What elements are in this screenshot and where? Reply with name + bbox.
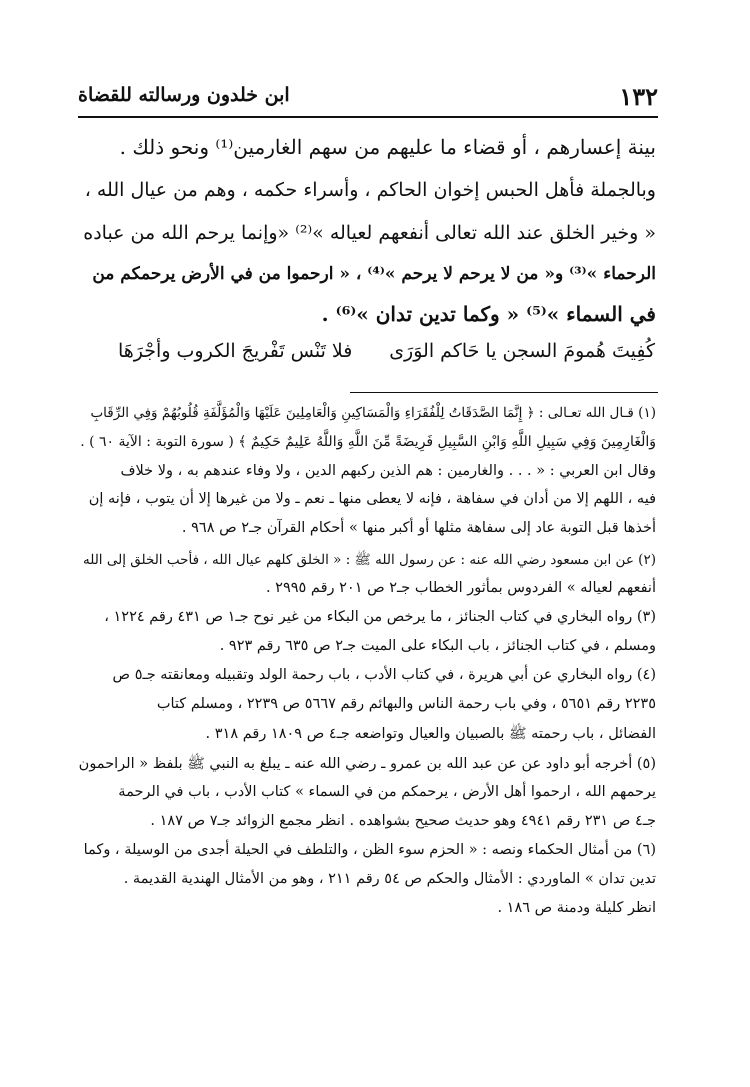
footnote-1-line-5: أخذها قبل التوبة عاد إلى سفاهة مثلها أو أكبر منها » أحكام القرآن جـ٢ ص ٩٦٨ . [181, 520, 656, 536]
footnote-3-line-2: ومسلم ، في كتاب الجنائز ، باب البكاء على الميت جـ٢ ص ٦٣٥ رقم ٩٢٣ . [219, 638, 656, 654]
verse-second-hemistich: فلا تَنْس تَفْريجَ الكروب وأجْرَهَا [118, 340, 353, 362]
footnote-separator [350, 392, 658, 393]
footnote-6-line-3: انظر كليلة ودمنة ص ١٨٦ . [497, 900, 656, 916]
footnote-4-line-3: الفضائل ، باب رحمته ﷺ بالصبيان والعيال وتواضعه جـ٤ ص ١٨٠٩ رقم ٣١٨ . [205, 726, 656, 742]
footnote-6-line-2: تدين تدان » الماوردي : الأمثال والحكم ص ٥٤ رقم ٢١١ ، وهو من الأمثال الهندية القديمة . [123, 871, 656, 887]
footnote-5-line-1: (٥) أخرجه أبو داود عن عن عبد الله بن عمرو ـ رضي الله عنه ـ يبلغ به النبي ﷺ بلفظ « الراحمون [78, 756, 656, 772]
verse-first-hemistich: كُفِيتَ هُمومَ السجن يا حَاكم الوَرَى [389, 340, 655, 362]
footnote-3-line-1: (٣) رواه البخاري في كتاب الجنائز ، ما يرخص من البكاء من غير نوح جـ١ ص ٤٣١ رقم ١٢٢٤ ، [104, 609, 656, 625]
footnote-1-line-2: وَالْغَارِمِينَ وَفِي سَبِيلِ اللَّهِ وَابْنِ السَّبِيلِ فَرِيضَةً مِّنَ اللَّهِ وَاللَّهُ عَلِيمٌ حَكِيمٌ ﴾ ( سورة التوبة : الآية ٦٠ ) . [80, 434, 656, 450]
footnote-5-line-3: جـ٤ ص ٢٣١ رقم ٤٩٤١ وهو حديث صحيح بشواهده . انظر مجمع الزوائد جـ٧ ص ١٨٧ . [150, 813, 656, 829]
footnote-2-line-2: أنفعهم لعياله » الفردوس بمأثور الخطاب جـ٢ ص ٢٠١ رقم ٢٩٩٥ . [265, 580, 656, 596]
page-header [78, 82, 658, 110]
footnote-4-line-2: ٢٢٣٥ رقم ٥٦٥١ ، وفي باب رحمة الناس والبهائم رقم ٥٦٦٧ ص ٢٢٣٩ ، ومسلم كتاب [156, 696, 656, 712]
footnote-4-line-1: (٤) رواه البخاري عن أبي هريرة ، في كتاب الأدب ، باب رحمة الولد وتقبيله ومعانقته جـ٥ ص [112, 667, 656, 683]
footnote-5-line-2: يرحمهم الله ، ارحموا أهل الأرض ، يرحمكم من في السماء » كتاب الأدب ، باب في الرحمة [118, 784, 656, 800]
footnote-6-line-1: (٦) من أمثال الحكماء ونصه : « الحزم سوء الظن ، والتلطف في الحيلة أجدى من الوسيلة ، وكما [83, 842, 656, 858]
body-line-4: الرحماء »⁽³⁾ و« من لا يرحم لا يرحم »⁽⁴⁾ ، « ارحموا من في الأرض يرحمكم من [92, 264, 656, 284]
running-title: ابن خلدون ورسالته للقضاة [78, 84, 290, 106]
header-rule [78, 116, 658, 118]
footnote-1-line-4: فيه ، اللهم إلا من أدان في سفاهة ، فإنه لا يعطى منها ـ نعم ـ ولا من غيرها إلا أن يتوب ، فإنه إن [88, 491, 656, 507]
body-line-3: « وخير الخلق عند الله تعالى أنفعهم لعياله »⁽²⁾ «وإنما يرحم الله من عباده [83, 222, 656, 244]
footnote-1-line-1: (١) قـال الله تعـالى : ﴿ إِنَّمَا الصَّدَقَاتُ لِلْفُقَرَاءِ وَالْمَسَاكِينِ وَالْعَامِلِينَ عَلَيْهَا وَالْمُؤَلَّفَةِ قُلُوبُهُمْ وَفِي الرِّقَابِ [90, 405, 656, 421]
page-number: ١٣٢ [619, 82, 658, 111]
footnote-1-line-3: وقال ابن العربي : « . . . والغارمين : هم الذين ركبهم الدين ، ولا وفاء عندهم به ، ولا خلاف [120, 463, 656, 479]
footnote-2-line-1: (٢) عن ابن مسعود رضي الله عنه : عن رسول الله ﷺ : « الخلق كلهم عيال الله ، فأحب الخلق إلى الله [82, 552, 656, 568]
body-line-5: في السماء »⁽⁵⁾ « وكما تدين تدان »⁽⁶⁾ . [321, 302, 656, 326]
body-line-1: بينة إعسارهم ، أو قضاء ما عليهم من سهم الغارمين⁽¹⁾ ونحو ذلك . [119, 135, 656, 159]
body-line-2: وبالجملة فأهل الحبس إخوان الحاكم ، وأسراء حكمه ، وهم من عيال الله ، [84, 179, 656, 201]
